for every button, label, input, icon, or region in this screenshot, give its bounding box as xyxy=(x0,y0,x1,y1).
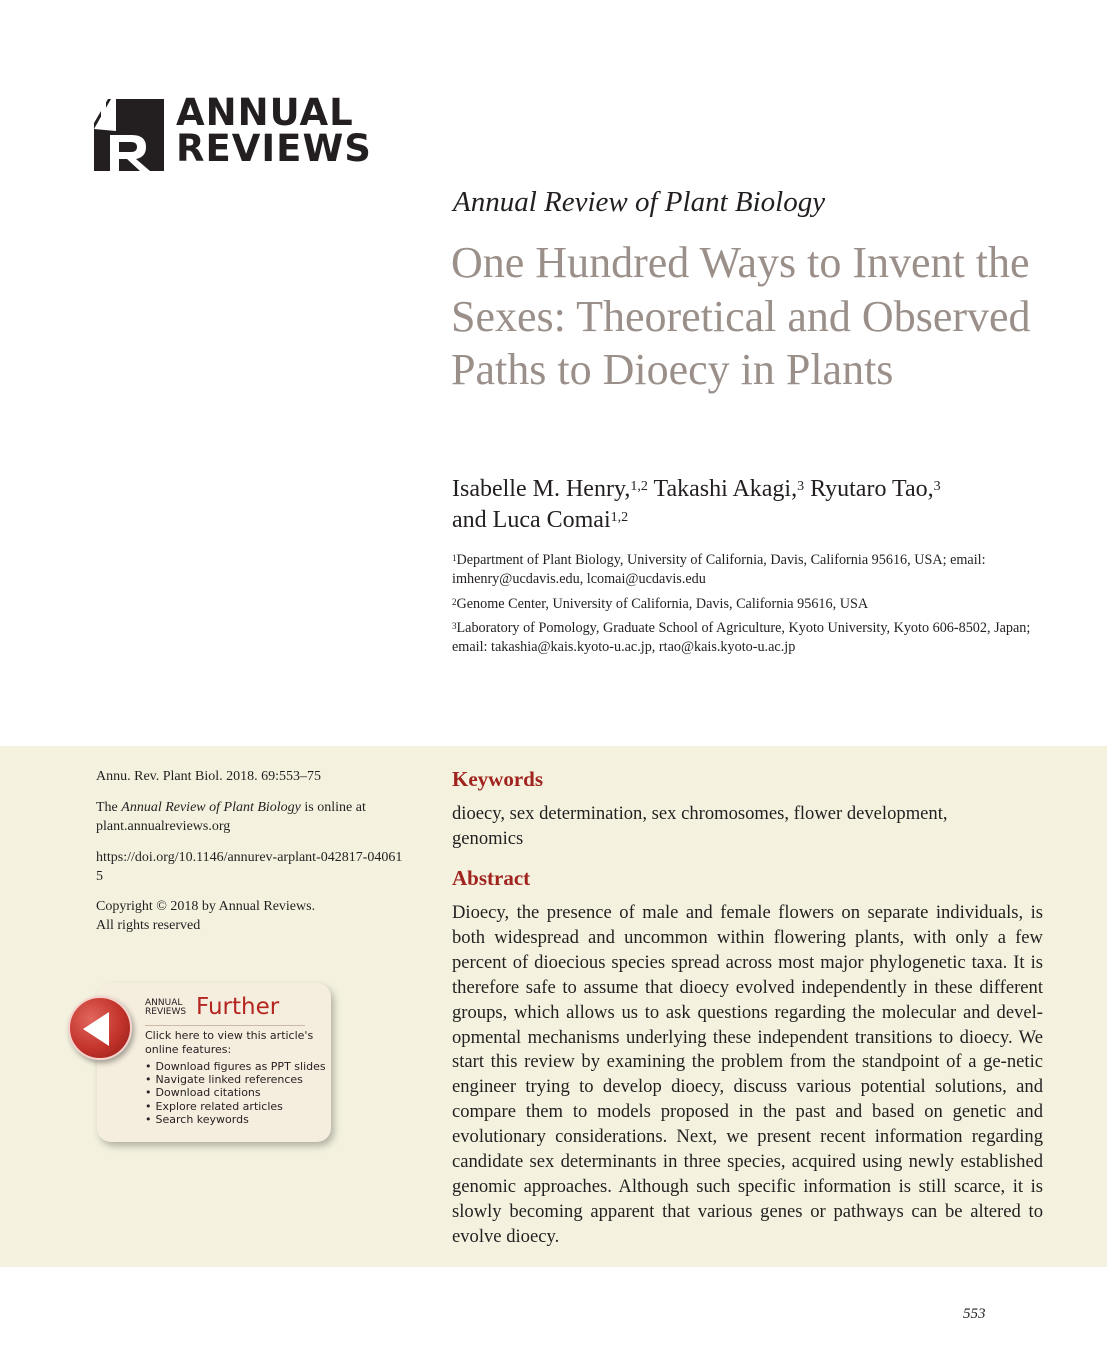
copyright-line: Copyright © 2018 by Annual Reviews. xyxy=(96,899,316,914)
affiliation-number: 1 xyxy=(452,553,457,563)
affiliation-2 xyxy=(452,595,1052,614)
logo-wordmark xyxy=(176,91,372,170)
affiliation-number: 2 xyxy=(452,597,457,607)
further-feature-list xyxy=(145,1060,326,1126)
affiliation-text: Department of Plant Biology, University of California, Davis, California 95616, USA; email: imhenry@ucdavis.edu, lcomai@ucdavis.edu xyxy=(452,552,986,587)
further-small-label-1: ANNUAL xyxy=(145,998,183,1008)
affiliation-3 xyxy=(452,619,1052,657)
further-big-label: Further xyxy=(196,994,280,1020)
further-click-here-link[interactable]: Click here to view this article's online features: xyxy=(145,1029,314,1056)
affiliation-1 xyxy=(452,551,1052,589)
copyright xyxy=(96,898,416,935)
rights-line: All rights reserved xyxy=(96,917,201,933)
citation: Annu. Rev. Plant Biol. 2018. 69:553–75 xyxy=(96,769,322,784)
keywords-heading: Keywords xyxy=(452,767,543,791)
author-name: and Luca Comai xyxy=(452,507,611,533)
author-name: Ryutaro Tao, xyxy=(810,476,934,502)
page-number: 553 xyxy=(963,1306,986,1322)
author-name: Takashi Akagi, xyxy=(653,476,798,502)
author-affiliation-marker: 1,2 xyxy=(630,479,648,494)
affiliation-text: Genome Center, University of California, Davis, California 95616, USA xyxy=(456,596,869,612)
online-availability xyxy=(96,799,396,836)
further-small-label-2: REVIEWS xyxy=(145,1007,187,1017)
author-affiliation-marker: 1,2 xyxy=(610,510,629,525)
keywords-text: dioecy, sex determination, sex chromosomes, flower development, genomics xyxy=(452,803,948,849)
abstract-text: Dioecy, the presence of male and female flowers on separate individuals, is both widespread and uncommon within flowering plants, with only a few percent of dioecious species spread across most major phylogenetic taxa. It is therefore safe to assume that dioecy evolved independently in these different groups, which allows us to ask questions regarding the molecular and devel-opmental mechanisms underlying these independent transitions to dioecy. We start this review by examining the problem from the standpoint of a ge-netic engineer trying to develop dioecy, discuss various potential solutions, and compare them to models proposed in the past and based on genetic and evolutionary considerations. Next, we present recent information regarding candidate sex determinants in three species, acquired using newly established genomic approaches. Although such specific information is still scarce, it is slowly becoming apparent that various genes or pathways can be altered to evolve dioecy. xyxy=(452,902,1043,1247)
article-title: One Hundred Ways to Invent the Sexes: Theoretical and Observed Paths to Dioecy in Plants xyxy=(451,238,1031,394)
abstract-heading: Abstract xyxy=(452,866,531,890)
online-suffix: is online at plant.annualreviews.org xyxy=(96,800,366,834)
list-item[interactable]: • Download figures as PPT slides xyxy=(145,1060,326,1073)
list-item[interactable]: • Explore related articles xyxy=(145,1100,326,1113)
author-name: Isabelle M. Henry, xyxy=(452,476,631,502)
author-affiliation-marker: 3 xyxy=(797,479,805,494)
affiliation-number: 3 xyxy=(452,621,457,631)
back-arrow-icon xyxy=(83,1012,109,1046)
annual-reviews-logo xyxy=(94,91,372,171)
doi-link[interactable]: https://doi.org/10.1146/annurev-arplant-042817-040615 xyxy=(96,850,403,884)
list-item[interactable]: • Search keywords xyxy=(145,1113,326,1126)
affiliation-text: Laboratory of Pomology, Graduate School of Agriculture, Kyoto University, Kyoto 606-8502, Japan; email: takashia@kais.kyoto-u.ac.jp, rtao@kais.kyoto-u.ac.jp xyxy=(452,620,1031,655)
logo-line-1: ANNUAL xyxy=(176,91,354,134)
logo-line-2: REVIEWS xyxy=(176,127,372,170)
author-affiliation-marker: 3 xyxy=(933,479,941,494)
author-list xyxy=(452,474,1052,536)
online-prefix: The xyxy=(96,800,122,815)
list-item[interactable]: • Navigate linked references xyxy=(145,1073,326,1086)
list-item[interactable]: • Download citations xyxy=(145,1086,326,1099)
journal-name: Annual Review of Plant Biology xyxy=(453,186,826,218)
ar-logo-mark-icon xyxy=(94,99,164,171)
further-play-button[interactable] xyxy=(68,996,132,1060)
further-divider xyxy=(145,1025,305,1026)
online-journal: Annual Review of Plant Biology xyxy=(121,800,301,815)
